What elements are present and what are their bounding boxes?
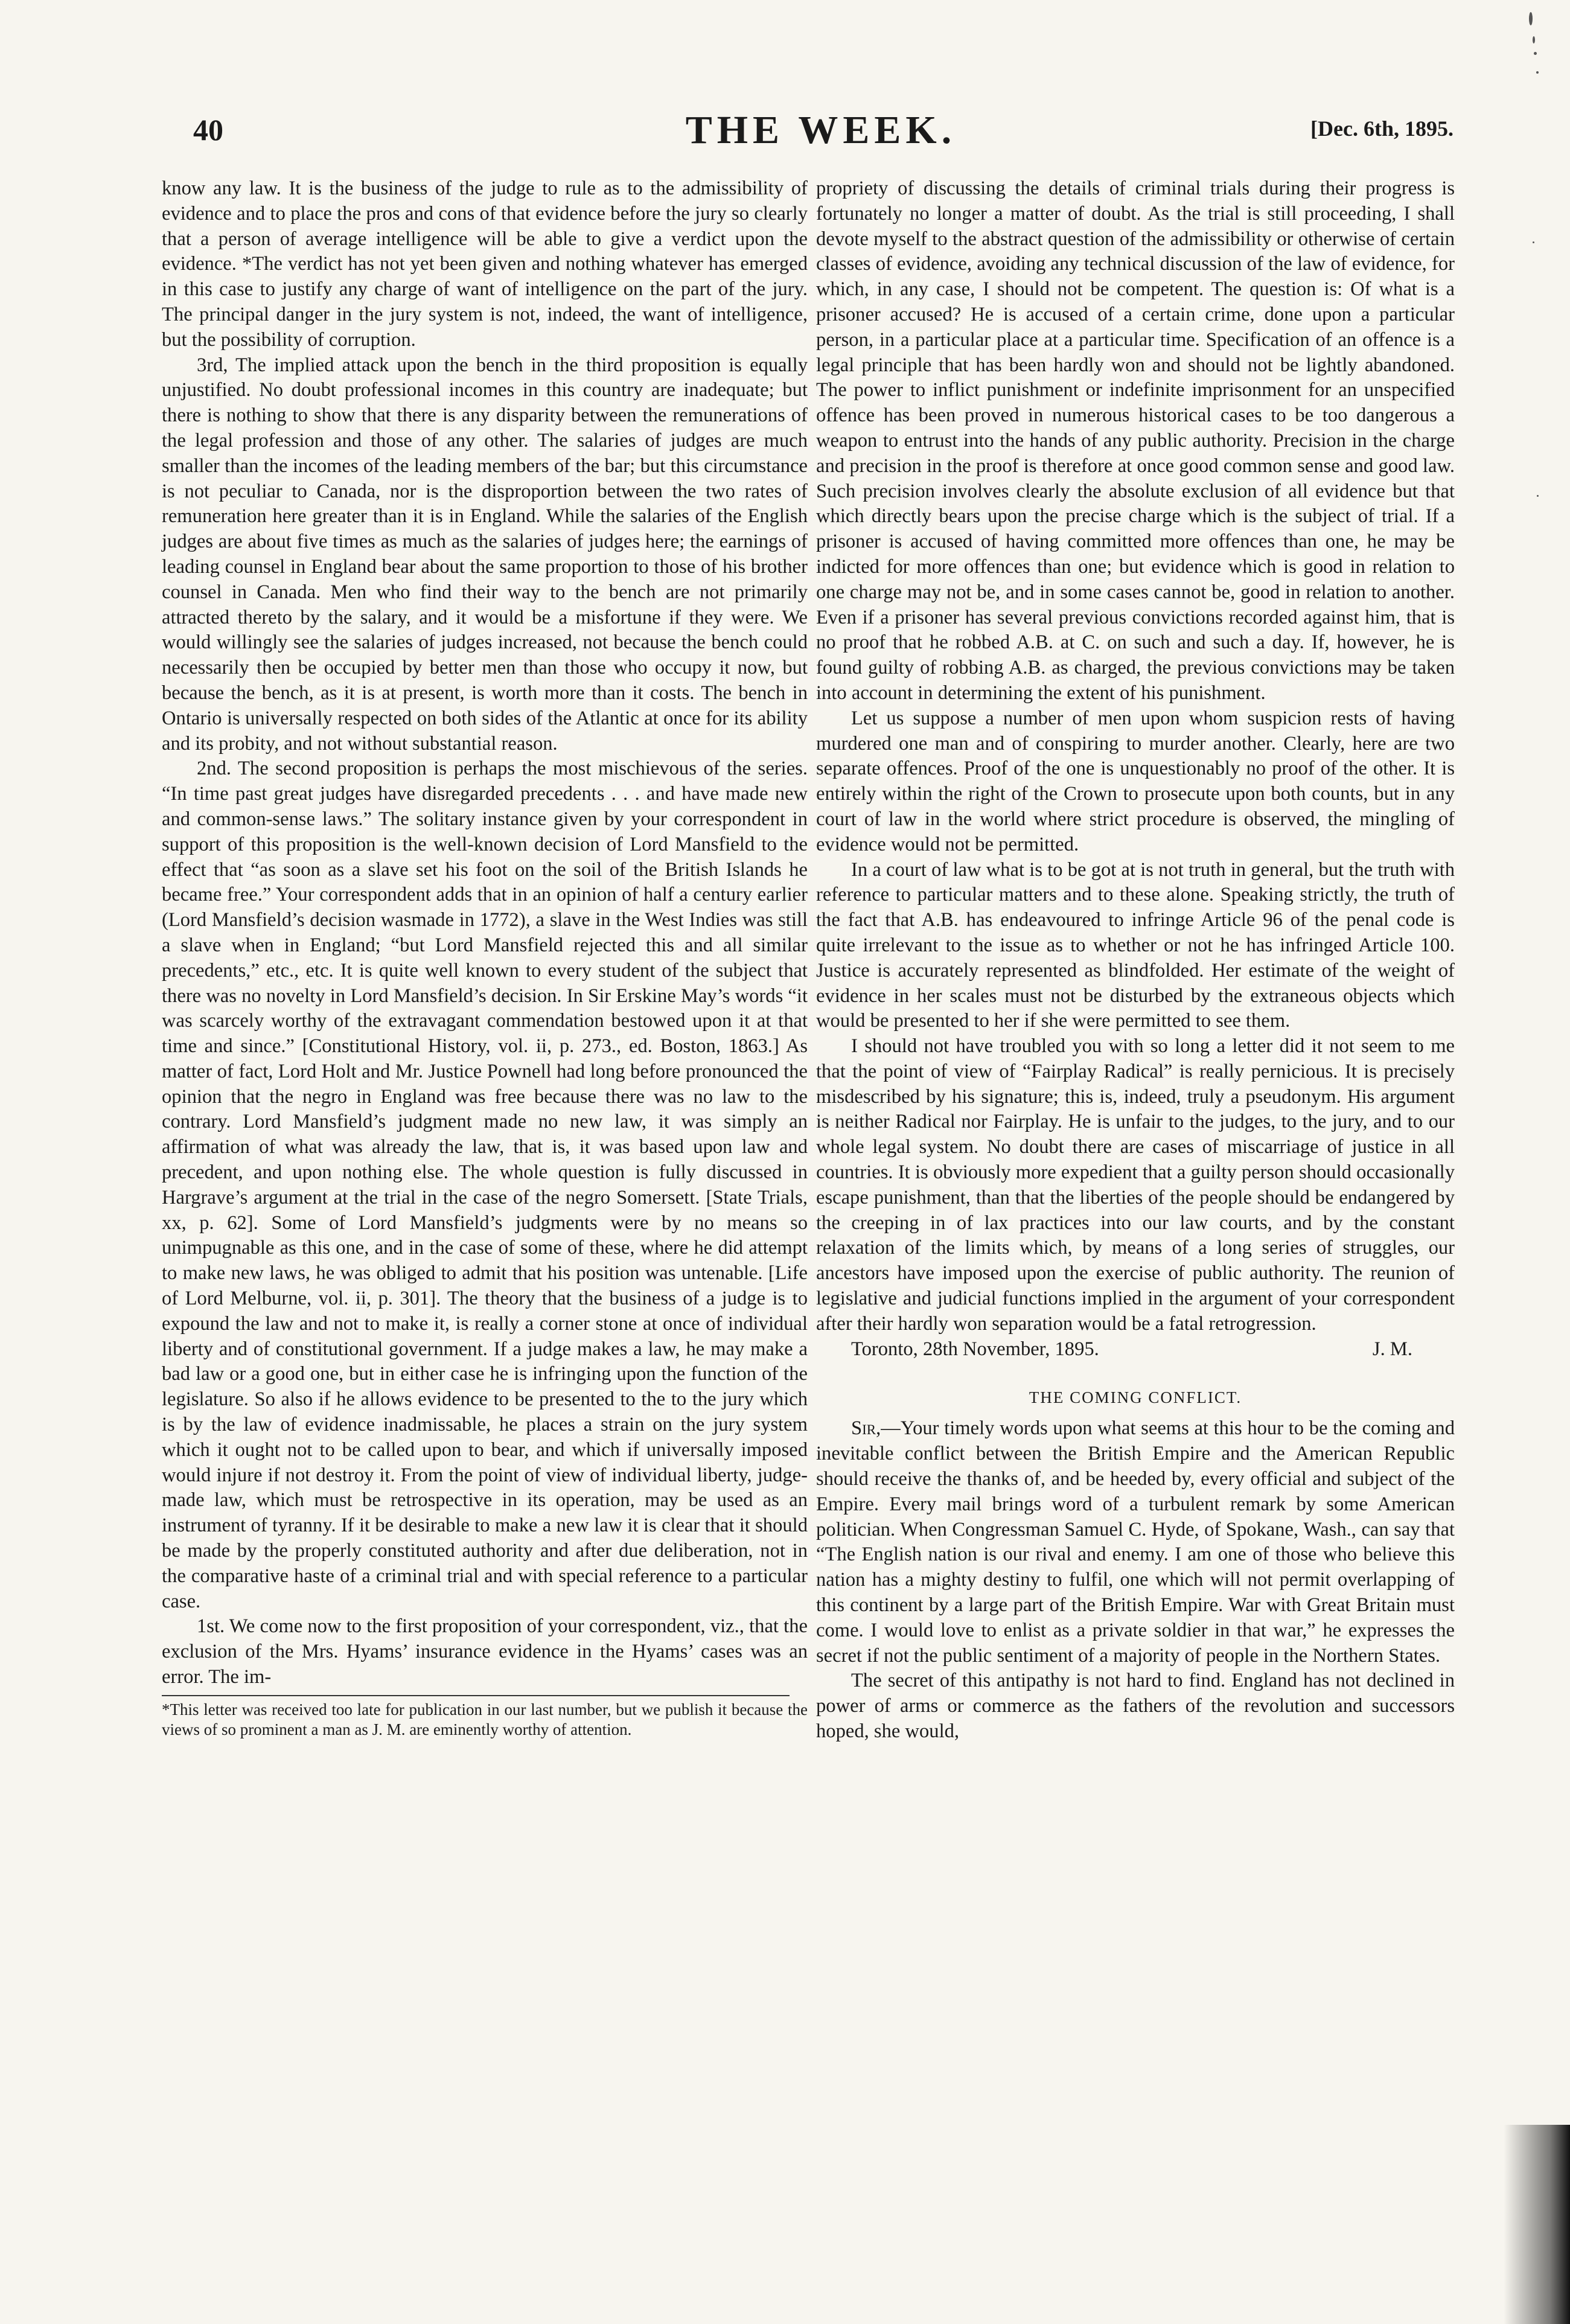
page-number: 40 xyxy=(193,113,223,147)
signoff-initials: J. M. xyxy=(1372,1338,1412,1360)
paragraph: In a court of law what is to be got at is not truth in general, but the truth with reference to particular matters and to these alone. Speaking strictly, the truth of the fact that A.B. has endeavoured to infringe Article 96 of the penal code is quite irrelevant to the issue as to whether or not he has infringed Article 100. Justice is accurately represented as blindfolded. Her estimate of the weight of evidence in her scales must not be disturbed by the extraneous objects which would be presented to her if she were permitted to see them. xyxy=(816,858,1455,1032)
right-column xyxy=(816,176,1455,1745)
paragraph xyxy=(816,1416,1455,1668)
edge-speck xyxy=(1537,495,1539,497)
edge-speck xyxy=(1536,71,1539,74)
paragraph: 3rd, The implied attack upon the bench in the third proposition is equally unjustified. No doubt professional incomes in this country are inadequate; but there is nothing to show that there is any disparity between the remunerations of the legal profession and those of any other. The salaries of judges are much smaller than the incomes of the leading members of the bar; but this circumstance is not peculiar to Canada, nor is the disproportion between the two rates of remuneration here greater than it is in England. While the salaries of the English judges are about five times as much as the salaries of judges here; the earnings of leading counsel in England bear about the same proportion to those of his brother counsel in Canada. Men who find their way to the bench are not primarily attracted thereto by the salary, and it would be a misfortune if they were. We would willingly see the salaries of judges increased, not because the bench could necessarily then be occupied by better men than those who occupy it now, but because the bench, as it is at present, is worth more than it costs. The bench in Ontario is universally respected on both sides of the Atlantic at once for its ability and its probity, and not without substantial reason. xyxy=(162,354,808,755)
page-header xyxy=(193,107,1454,156)
section-heading: THE COMING CONFLICT. xyxy=(1029,1388,1242,1406)
page-edge-marks xyxy=(1504,0,1570,2324)
paragraph: propriety of discussing the details of criminal trials during their progress is fortunately no longer a matter of doubt. As the trial is still proceeding, I shall devote myself to the abstract question of the admissibility or otherwise of certain classes of evidence, avoiding any technical discussion of the law of evidence, for which, in any case, I should not be competent. The question is: Of what is a prisoner accused? He is accused of a certain crime, done upon a particular person, in a particular place at a particular time. Specification of an offence is a legal principle that has been hardly won and should not be lightly abandoned. The power to inflict punishment or indefinite imprisonment for an unspecified offence has been proved in numerous historical cases to be too dangerous a weapon to entrust into the hands of any public authority. Precision in the charge and precision in the proof is therefore at once good common sense and good law. Such precision involves clearly the absolute exclusion of all evidence but that which directly bears upon the precise charge which is the subject of trial. If a prisoner is accused of having committed more offences than one, he may be indicted for more offences than one; but evidence which is good in relation to one charge may not be, and in some cases cannot be, good in relation to another. Even if a prisoner has several previous convictions recorded against him, that is no proof that he robbed A.B. at C. on such and such a day. If, however, he is found guilty of robbing A.B. as charged, the previous convictions may be taken into account in determining the extent of his punishment. xyxy=(816,177,1455,704)
footnote: *This letter was received too late for publication in our last number, but we publish it because the views of so prominent a man as J. M. are eminently worthy of attention. xyxy=(162,1700,808,1738)
footnote-divider xyxy=(162,1695,790,1696)
issue-date: [Dec. 6th, 1895. xyxy=(1310,117,1454,141)
salutation: Sir, xyxy=(851,1417,881,1440)
edge-speck xyxy=(1533,36,1535,43)
masthead: THE WEEK. xyxy=(685,108,957,152)
paragraph: 2nd. The second proposition is perhaps the most mischievous of the series. “In time past great judges have disregarded precedents . . . and have made new and common-sense laws.” The solitary instance given by your correspondent in support of this proposition is the well-known decision of Lord Mansfield to the effect that “as soon as a slave set his foot on the soil of the British Islands he became free.” Your correspondent adds that in an opinion of half a century earlier (Lord Mansfield’s decision wasmade in 1772), a slave in the West Indies was still a slave when in England; “but Lord Mansfield rejected this and all similar precedents,” etc., etc. It is quite well known to every student of the subject that there was no novelty in Lord Mansfield’s decision. In Sir Erskine May’s words “it was scarcely worthy of the extravagant commendation bestowed upon it at that time and since.” [Constitutional History, vol. ii, p. 273., ed. Boston, 1863.] As matter of fact, Lord Holt and Mr. Justice Pownell had long before pronounced the opinion that the negro in England was free because there was no law to the contrary. Lord Mansfield’s judgment made no new law, it was simply an affirmation of what was already the law, that is, it was based upon law and precedent, and upon nothing else. The whole question is fully discussed in Hargrave’s argument at the trial in the case of the negro Somersett. [State Trials, xx, p. 62]. Some of Lord Mansfield’s judgments were by no means so unimpugnable as this one, and in the case of some of these, where he did attempt to make new laws, he was obliged to admit that his position was untenable. [Life of Lord Melburne, vol. ii, p. 301]. The theory that the business of a judge is to expound the law and not to make it, is really a corner stone at once of individual liberty and of constitutional government. If a judge makes a law, he may make a bad law or a good one, but in either case he is infringing upon the function of the legislature. So also if he allows evidence to be presented to the to the jury which is by the law of evidence inadmissable, he places a strain on the jury system which it ought not to be called upon to bear, and which if universally imposed would injure if not destroy it. From the point of view of individual liberty, judge-made law, which must be retrospective in its operation, may be used as an instrument of tyranny. If it be desirable to make a new law it is clear that it should be made by the properly constituted authority and after due deliberation, not in the comparative haste of a criminal trial and with special reference to a particular case. xyxy=(162,758,808,1612)
paragraph: I should not have troubled you with so long a letter did it not seem to me that the point of view of “Fairplay Radical” is really pernicious. It is precisely misdescribed by his signature; this is, indeed, truly a pseudonym. His argument is neither Radical nor Fairplay. He is unfair to the judges, to the jury, and to our whole legal system. No doubt there are cases of miscarriage of justice in all countries. It is obviously more expedient that a guilty person should occasionally escape punishment, than that the liberties of the people should be endangered by the creeping in of lax practices into our law courts, and by the constant relaxation of the limits which, by means of a long series of struggles, our ancestors have imposed upon the exercise of public authority. The reunion of legislative and judicial functions implied in the argument of your correspondent after their hardly won separation would be a fatal retrogression. xyxy=(816,1035,1455,1335)
edge-speck xyxy=(1534,52,1537,55)
left-column xyxy=(162,176,808,1740)
paragraph: 1st. We come now to the first proposition of your correspondent, viz., that the exclusion of the Mrs. Hyams’ insurance evidence in the Hyams’ cases was an error. The im- xyxy=(162,1615,808,1688)
binding-shadow xyxy=(1504,2125,1570,2324)
letter-signoff xyxy=(816,1337,1455,1362)
paragraph: Let us suppose a number of men upon whom suspicion rests of having murdered one man and of conspiring to murder another. Clearly, here are two separate offences. Proof of the one is unquestionably no proof of the other. It is entirely within the right of the Crown to prosecute upon both counts, but in any court of law in the world where strict procedure is observed, the mingling of evidence would not be permitted. xyxy=(816,707,1455,855)
paragraph-body: —Your timely words upon what seems at this hour to be the coming and inevitable conflict between the British Empire and the American Republic should receive the thanks of, and be heeded by, every official and subject of the Empire. Every mail brings word of a turbulent remark by some American politician. When Congressman Samuel C. Hyde, of Spokane, Wash., can say that “The English nation is our rival and enemy. I am one of those who believe this nation has a mighty destiny to fulfil, one which will not permit overlapping of this continent by a large part of the British Empire. War with Great Britain must come. I would love to enlist as a private soldier in that war,” he expresses the secret if not the public sentiment of a majority of people in the Northern States. xyxy=(816,1417,1455,1667)
paragraph: know any law. It is the business of the judge to rule as to the admissibility of evidence and to place the pros and cons of that evidence before the jury so clearly that a person of average intelligence will be able to give a verdict upon the evidence. *The verdict has not yet been given and nothing whatever has emerged in this case to justify any charge of want of intelligence on the part of the jury. The principal danger in the jury system is not, indeed, the want of intelligence, but the possibility of corruption. xyxy=(162,177,808,351)
edge-speck xyxy=(1533,241,1534,243)
edge-speck xyxy=(1529,12,1533,25)
paragraph: The secret of this antipathy is not hard to find. England has not declined in power of arms or commerce as the fathers of the revolution and successors hoped, she would, xyxy=(816,1670,1455,1743)
signoff-place-date: Toronto, 28th November, 1895. xyxy=(851,1338,1099,1360)
